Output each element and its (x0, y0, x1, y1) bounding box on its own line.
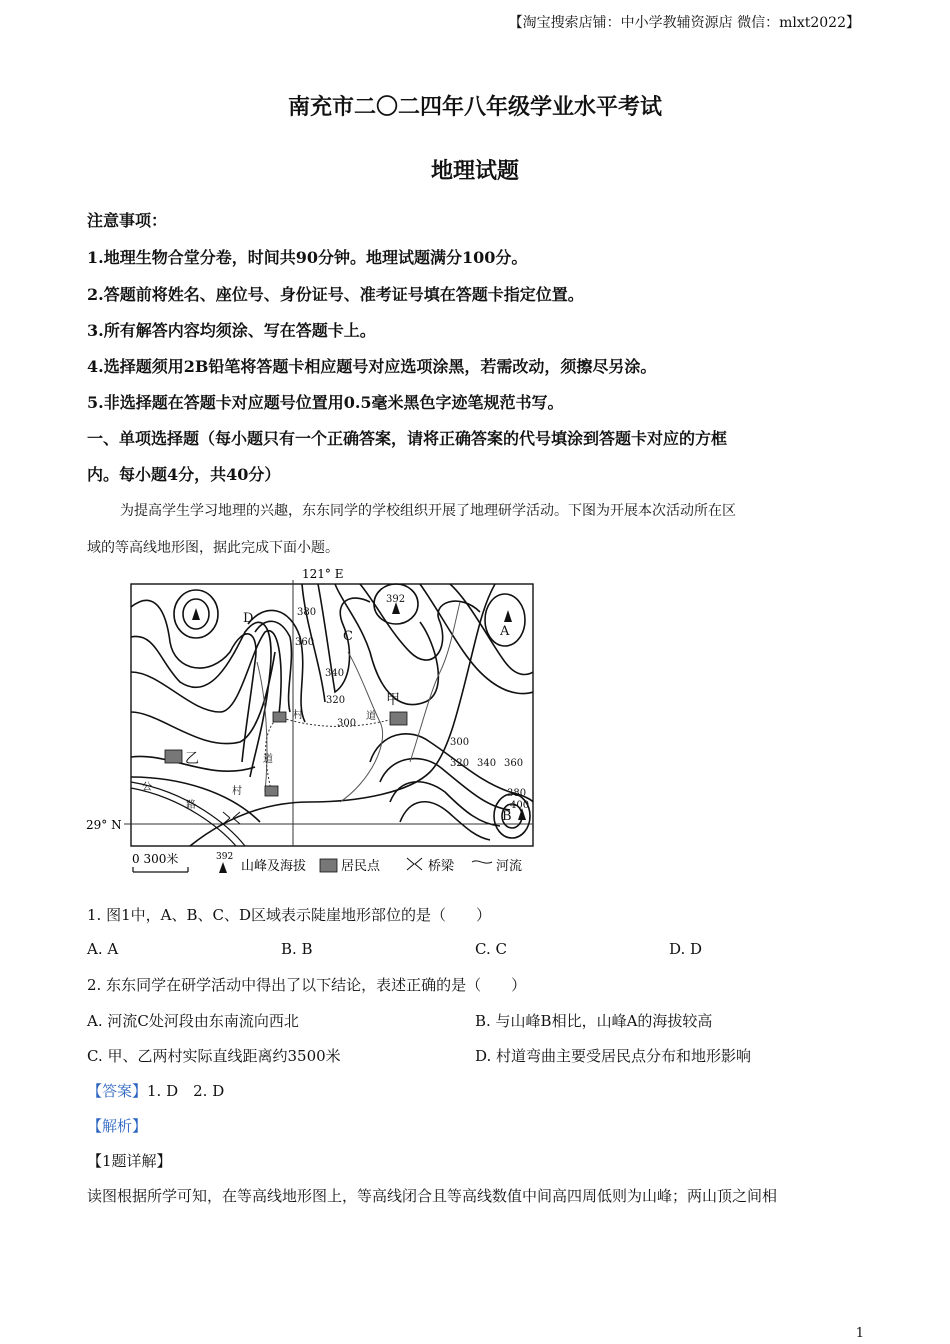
intro-text-cont: 域的等高线地形图，据此完成下面小题。 (87, 540, 339, 556)
village-yi-label: 乙 (185, 751, 199, 767)
answer-tag: 【答案】 (87, 1082, 148, 1100)
contour-label: 300 (450, 737, 470, 748)
question-2-stem: 2. 东东同学在研学活动中得出了以下结论，表述正确的是（ ） (87, 976, 527, 994)
legend-river-text: 河流 (496, 859, 523, 874)
note-item: 2.答题前将姓名、座位号、身份证号、准考证号填在答题卡指定位置。 (87, 285, 584, 304)
note-item: 5.非选择题在答题卡对应题号位置用0.5毫米黑色字迹笔规范书写。 (87, 393, 564, 412)
contour-label: 340 (477, 758, 497, 769)
q2-option-b: B. 与山峰B相比，山峰A的海拔较高 (475, 1012, 713, 1030)
legend-bridge-text: 桥梁 (428, 859, 455, 874)
legend-peak-text: 山峰及海拔 (241, 859, 307, 874)
page-number: 1 (855, 1326, 864, 1341)
answer-text: 1. D 2. D (147, 1082, 225, 1100)
analysis-tag: 【解析】 (87, 1117, 148, 1135)
notes-heading: 注意事项： (87, 211, 168, 230)
legend-river-icon (472, 861, 492, 863)
peak-elevation: 392 (386, 594, 406, 605)
contour-label: 360 (295, 637, 315, 648)
q1-option-d: D. D (669, 940, 703, 958)
q2-option-c: C. 甲、乙两村实际直线距离约3500米 (87, 1047, 341, 1065)
q2-option-a: A. 河流C处河段由东南流向西北 (87, 1012, 299, 1030)
section-heading-cont: 内。每小题4分，共40分） (87, 465, 281, 484)
q1-option-c: C. C (475, 940, 507, 958)
legend-peak-number: 392 (216, 852, 234, 862)
contour-label: 360 (504, 758, 524, 769)
detail-text: 读图根据所学可知，在等高线地形图上，等高线闭合且等高线数值中间高四周低则为山峰；两山顶之间相 (87, 1187, 778, 1205)
contour-label: 300 (337, 718, 357, 729)
q2-option-d: D. 村道弯曲主要受居民点分布和地形影响 (475, 1047, 752, 1065)
road-label: 路 (186, 800, 196, 811)
legend-bridge-icon (407, 858, 422, 870)
legend-settlement-text: 居民点 (341, 859, 381, 874)
note-item: 1.地理生物合堂分卷，时间共90分钟。地理试题满分100分。 (87, 248, 528, 267)
road-label: 村 (232, 786, 242, 797)
contour-label: 320 (326, 695, 346, 706)
header-note: 【淘宝搜索店铺：中小学教辅资源店 微信：mlxt2022】 (508, 15, 860, 31)
legend-settlement-icon (320, 859, 337, 872)
point-d-label: D (243, 611, 254, 626)
latitude-label: 29° N (86, 818, 122, 832)
legend-peak-icon (219, 862, 227, 873)
answer-line (87, 1080, 224, 1101)
longitude-label: 121° E (302, 567, 344, 581)
point-b-label: B (502, 809, 512, 824)
contour-label: 380 (507, 788, 527, 799)
road-label: 道 (366, 711, 376, 722)
road-label: 道 (263, 754, 273, 765)
note-item: 4.选择题须用2B铅笔将答题卡相应题号对应选项涂黑，若需改动，须擦尽另涂。 (87, 357, 657, 376)
contour-label: 320 (450, 758, 470, 769)
note-item: 3.所有解答内容均须涂、写在答题卡上。 (87, 321, 376, 340)
road-label: 村 (293, 710, 303, 721)
q1-option-a: A. A (87, 940, 119, 958)
contour-label: 340 (325, 668, 345, 679)
contour-map (80, 562, 550, 880)
q1-option-b: B. B (281, 940, 313, 958)
point-c-label: C (343, 629, 353, 644)
exam-title: 南充市二〇二四年八年级学业水平考试 (287, 94, 662, 120)
intro-text: 为提高学生学习地理的兴趣，东东同学的学校组织开展了地理研学活动。下图为开展本次活动所在区 (120, 503, 736, 519)
contour-label: 380 (297, 607, 317, 618)
detail-tag: 【1题详解】 (87, 1152, 172, 1170)
village-jia-label: 甲 (386, 692, 400, 708)
question-1-stem: 1. 图1中，A、B、C、D区域表示陡崖地形部位的是（ ） (87, 906, 491, 924)
point-a-label: A (500, 624, 510, 639)
scale-label: 0 300米 (132, 852, 179, 866)
exam-subtitle: 地理试题 (430, 158, 519, 184)
section-heading: 一、单项选择题（每小题只有一个正确答案，请将正确答案的代号填涂到答题卡对应的方框 (87, 429, 728, 448)
contour-label: 400 (510, 800, 530, 811)
road-label: 公 (142, 782, 152, 793)
